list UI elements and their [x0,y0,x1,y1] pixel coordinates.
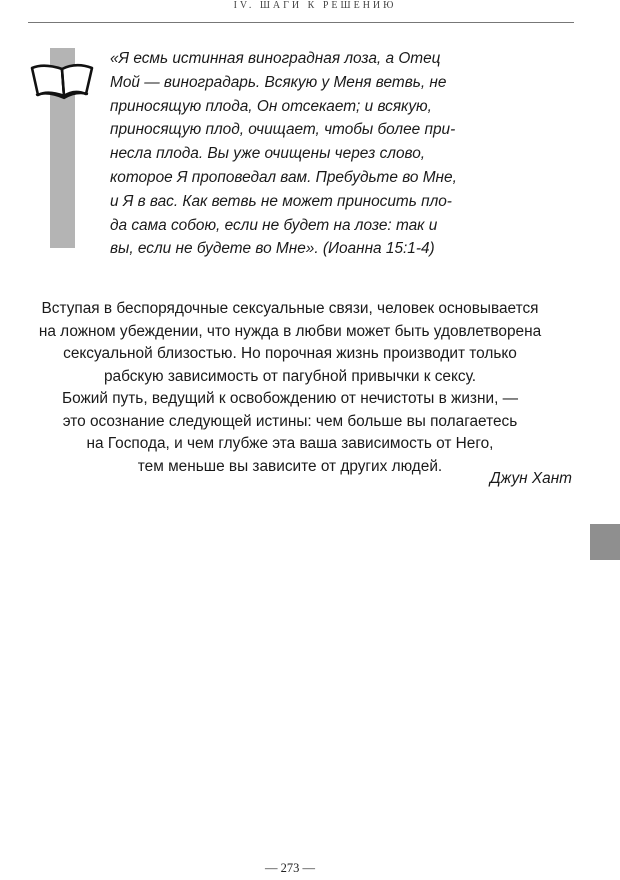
body-line: рабскую зависимость от пагубной привычки к сексу. [103,367,477,385]
body-line: сексуальной близостью. Но порочная жизнь производит только [63,345,517,362]
body-line: на ложном убеждении, что нужда в любви может быть удовлетворена [38,322,542,340]
quote-line: приносящую плода, Он отсекает; и всякую, [110,97,432,115]
open-book-icon [28,60,98,104]
quote-line: «Я есмь истинная виноградная лоза, а Отец [110,50,441,67]
quote-line: Мой — виноградарь. Всякую у Меня ветвь, не [110,73,447,91]
scripture-quote [110,47,470,261]
quote-line: приносящую плод, очищает, чтобы более при- [110,121,456,139]
quote-line: которое Я проповедал вам. Пребудьте во Мне, [110,168,457,186]
running-header: IV. ШАГИ К РЕШЕНИЮ [233,0,397,11]
quote-line: да сама собою, если не будет на лозе: так и [110,216,438,234]
body-paragraph [0,298,580,478]
quote-line: и Я в вас. Как ветвь не может приносить пло- [110,192,452,210]
body-line: тем меньше вы зависите от других людей. [137,457,443,475]
body-line: это осознание следующей истины: чем больше вы полагаетесь [62,412,518,430]
body-line: Божий путь, ведущий к освобождению от нечистоты в жизни, — [61,390,519,407]
chapter-thumb-tab [590,524,620,560]
quote-line: несла плода. Вы уже очищены через слово, [110,145,426,163]
quote-line: вы, если не будете во Мне». (Иоанна 15:1-4) [110,240,435,258]
page-number: — 273 — [265,861,315,875]
quote-author: Джун Хант [489,470,572,487]
header-divider [28,22,574,23]
body-line: на Господа, и чем глубже эта ваша зависимость от Него, [86,435,494,452]
body-line: Вступая в беспорядочные сексуальные связи, человек основывается [41,300,539,317]
